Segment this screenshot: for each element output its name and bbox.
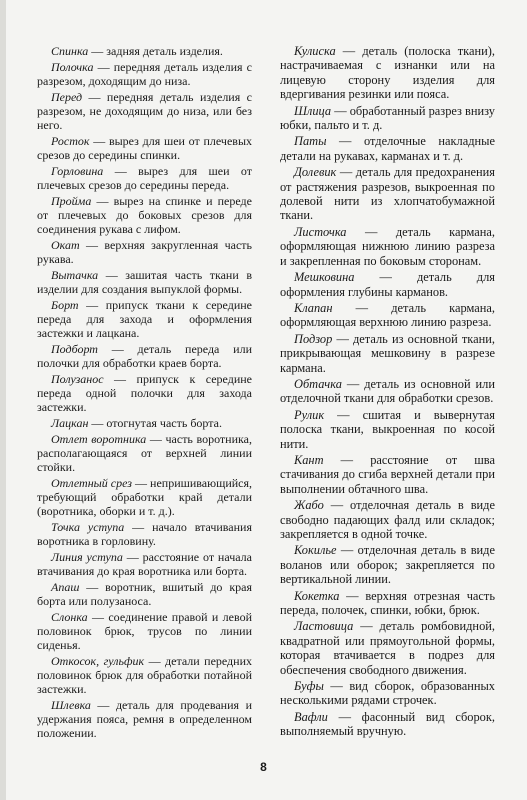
- entry-term: Кулиска: [294, 44, 336, 58]
- glossary-entry: [280, 301, 495, 330]
- entry-term: Обтачка: [294, 376, 342, 391]
- glossary-entry: [280, 165, 495, 223]
- entry-definition: — деталь из основной или отделочной ткани для обработки срезов.: [280, 376, 495, 406]
- glossary-entry: [280, 453, 495, 496]
- glossary-entry: [280, 377, 495, 406]
- entry-term: Подборт: [51, 342, 98, 356]
- entry-term: Рулик: [294, 407, 325, 422]
- glossary-entry: [37, 90, 252, 132]
- entry-definition: — деталь (полоска ткани), настрачиваемая с изнанки или на лицевую сторону изделия для вдергивания резинки или пояса.: [280, 44, 495, 102]
- entry-term: Отлет воротника: [51, 432, 147, 446]
- entry-definition: — задняя деталь изделия.: [88, 44, 223, 58]
- entry-definition: — часть воротника, располагающаяся от верхней линии стойки.: [37, 432, 252, 474]
- entry-term: Борт: [51, 298, 79, 312]
- entry-definition: — отделочная деталь в виде воланов или оборок; закрепляется по вертикальной линии.: [280, 543, 495, 587]
- entry-term: Буфы: [294, 679, 324, 694]
- entry-definition: — деталь для предохранения от растяжения разрезов, выкроенная по долевой нити из хлопчатобумажной ткани.: [280, 165, 495, 223]
- entry-term: Точка уступа: [51, 520, 125, 534]
- entry-term: Пройма: [51, 194, 92, 208]
- entry-definition: — деталь кармана, оформляющая верхнюю линию разреза.: [280, 300, 495, 330]
- entry-definition: — верхняя закругленная часть рукава.: [37, 238, 252, 266]
- entry-term: Вафли: [294, 709, 328, 724]
- entry-definition: — расстояние от шва стачивания до сгиба верхней детали при выполнении обтачного шва.: [280, 452, 495, 496]
- glossary-entry: [37, 520, 252, 548]
- glossary-entry: [280, 225, 495, 268]
- glossary-entry: [37, 550, 252, 578]
- entry-definition: — передняя деталь изделия с разрезом, не доходящим до низа, или без него.: [37, 90, 252, 132]
- entry-definition: — вид сборок, образованных несколькими рядами строчек.: [280, 679, 495, 708]
- entry-definition: — передняя деталь изделия с разрезом, доходящим до низа.: [37, 60, 252, 88]
- entry-term: Паты: [294, 134, 327, 149]
- entry-definition: — отделочная деталь в виде свободно падающих фалд или складок; закрепляется в одной точке.: [280, 498, 495, 541]
- glossary-entry: [280, 408, 495, 451]
- entry-term: Мешковина: [294, 270, 355, 285]
- entry-definition: — зашитая часть ткани в изделии для создания выпуклой формы.: [37, 268, 252, 296]
- glossary-entry: [37, 60, 252, 88]
- entry-definition: — припуск к середине переда одной полочки для захода застежки.: [37, 372, 252, 414]
- glossary-entry: [37, 580, 252, 608]
- entry-definition: — непришивающийся, требующий обработки край детали (воротника, оборки и т. д.).: [37, 476, 253, 518]
- entry-term: Подзор: [294, 331, 333, 346]
- entry-term: Ластовица: [294, 619, 354, 634]
- glossary-entry: [37, 698, 252, 740]
- entry-term: Жабо: [294, 498, 324, 513]
- glossary-entry: [280, 270, 495, 299]
- entry-term: Кокетка: [294, 588, 340, 603]
- entry-definition: — сшитая и вывернутая полоска ткани, выкроенная по косой нити.: [280, 407, 495, 451]
- glossary-entry: [37, 654, 252, 696]
- entry-term: Слонка: [51, 610, 88, 624]
- right-column: [280, 44, 495, 741]
- glossary-entry: [280, 498, 495, 541]
- entry-term: Кант: [294, 452, 324, 467]
- entry-term: Полочка: [51, 60, 94, 74]
- entry-term: Откосок, гульфик: [51, 654, 145, 668]
- glossary-entry: [280, 134, 495, 163]
- entry-definition: — деталь из основной ткани, прикрывающая мешковину в разрезе кармана.: [280, 331, 495, 375]
- left-column: [37, 44, 252, 742]
- entry-definition: — припуск ткани к середине переда для захода и оформления застежки и лацкана.: [37, 298, 252, 340]
- entry-term: Лацкан: [51, 416, 89, 430]
- glossary-entry: [280, 332, 495, 375]
- entry-term: Линия уступа: [51, 550, 123, 564]
- glossary-entry: [280, 710, 495, 739]
- entry-term: Полузанос: [51, 372, 104, 386]
- entry-term: Долевик: [294, 165, 337, 180]
- entry-definition: — фасонный вид сборок, выполняемый вручную.: [280, 709, 495, 739]
- glossary-entry: [37, 610, 252, 652]
- entry-term: Шлевка: [51, 698, 91, 712]
- glossary-entry: [37, 298, 252, 340]
- entry-term: Листочка: [294, 224, 347, 239]
- glossary-entry: [37, 164, 252, 192]
- glossary-entry: [37, 372, 252, 414]
- entry-definition: — вырез на спинке и переде от плечевых до боковых срезов для соединения рукава с лифом.: [37, 194, 252, 236]
- glossary-entry: [280, 589, 495, 618]
- entry-term: Горловина: [51, 164, 104, 178]
- entry-definition: — начало втачивания воротника в горловину.: [37, 520, 252, 548]
- page-number: 8: [260, 760, 267, 774]
- entry-term: Росток: [51, 134, 90, 148]
- glossary-entry: [37, 134, 252, 162]
- glossary-entry: [37, 432, 252, 474]
- entry-definition: — обработанный разрез внизу юбки, пальто и т. д.: [280, 103, 495, 133]
- entry-definition: — детали передних половинок брюк для обработки потайной застежки.: [37, 654, 253, 696]
- entry-definition: — воротник, вшитый до края борта или полузаноса.: [37, 580, 252, 608]
- glossary-entry: [280, 104, 495, 133]
- entry-definition: — отделочные накладные детали на рукавах, карманах и т. д.: [280, 134, 495, 163]
- glossary-entry: [37, 44, 252, 58]
- glossary-entry: [37, 342, 252, 370]
- entry-term: Клапан: [294, 300, 333, 315]
- entry-definition: — деталь переда или полочки для обработки краев борта.: [37, 342, 252, 370]
- entry-definition: — деталь кармана, оформляющая нижнюю линию разреза и закрепленная по боковым сторонам.: [280, 224, 495, 268]
- entry-definition: — деталь ромбовидной, квадратной или прямоугольной формы, которая втачивается в подрез для обеспечения свободного движения.: [280, 619, 495, 677]
- entry-definition: — расстояние от начала втачивания до края воротника или борта.: [37, 550, 252, 578]
- entry-definition: — вырез для шеи от плечевых срезов до середины спинки.: [37, 134, 252, 162]
- entry-definition: — вырез для шеи от плечевых срезов до середины переда.: [37, 164, 252, 192]
- entry-term: Отлетный срез: [51, 476, 132, 490]
- page-edge-shadow: [0, 0, 6, 800]
- entry-term: Апаш: [51, 580, 80, 594]
- entry-definition: — соединение правой и левой половинок брюк, трусов по линии сиденья.: [37, 610, 252, 652]
- glossary-entry: [37, 238, 252, 266]
- entry-term: Спинка: [51, 44, 89, 58]
- glossary-entry: [37, 476, 252, 518]
- glossary-entry: [37, 194, 252, 236]
- glossary-entry: [37, 416, 252, 430]
- entry-definition: — деталь для продевания и удержания пояса, ремня в определенном положении.: [37, 698, 252, 740]
- glossary-entry: [280, 44, 495, 102]
- entry-term: Шлица: [294, 103, 332, 118]
- entry-definition: — деталь для оформления глубины карманов.: [280, 270, 495, 299]
- entry-term: Вытачка: [51, 268, 99, 282]
- glossary-entry: [37, 268, 252, 296]
- glossary-entry: [280, 679, 495, 708]
- entry-term: Окат: [51, 238, 80, 252]
- glossary-entry: [280, 619, 495, 677]
- entry-definition: — отогнутая часть борта.: [88, 416, 222, 430]
- entry-definition: — верхняя отрезная часть переда, полочек, спинки, юбки, брюк.: [280, 588, 495, 618]
- entry-term: Перед: [51, 90, 83, 104]
- glossary-entry: [280, 543, 495, 586]
- entry-term: Кокилье: [294, 543, 337, 558]
